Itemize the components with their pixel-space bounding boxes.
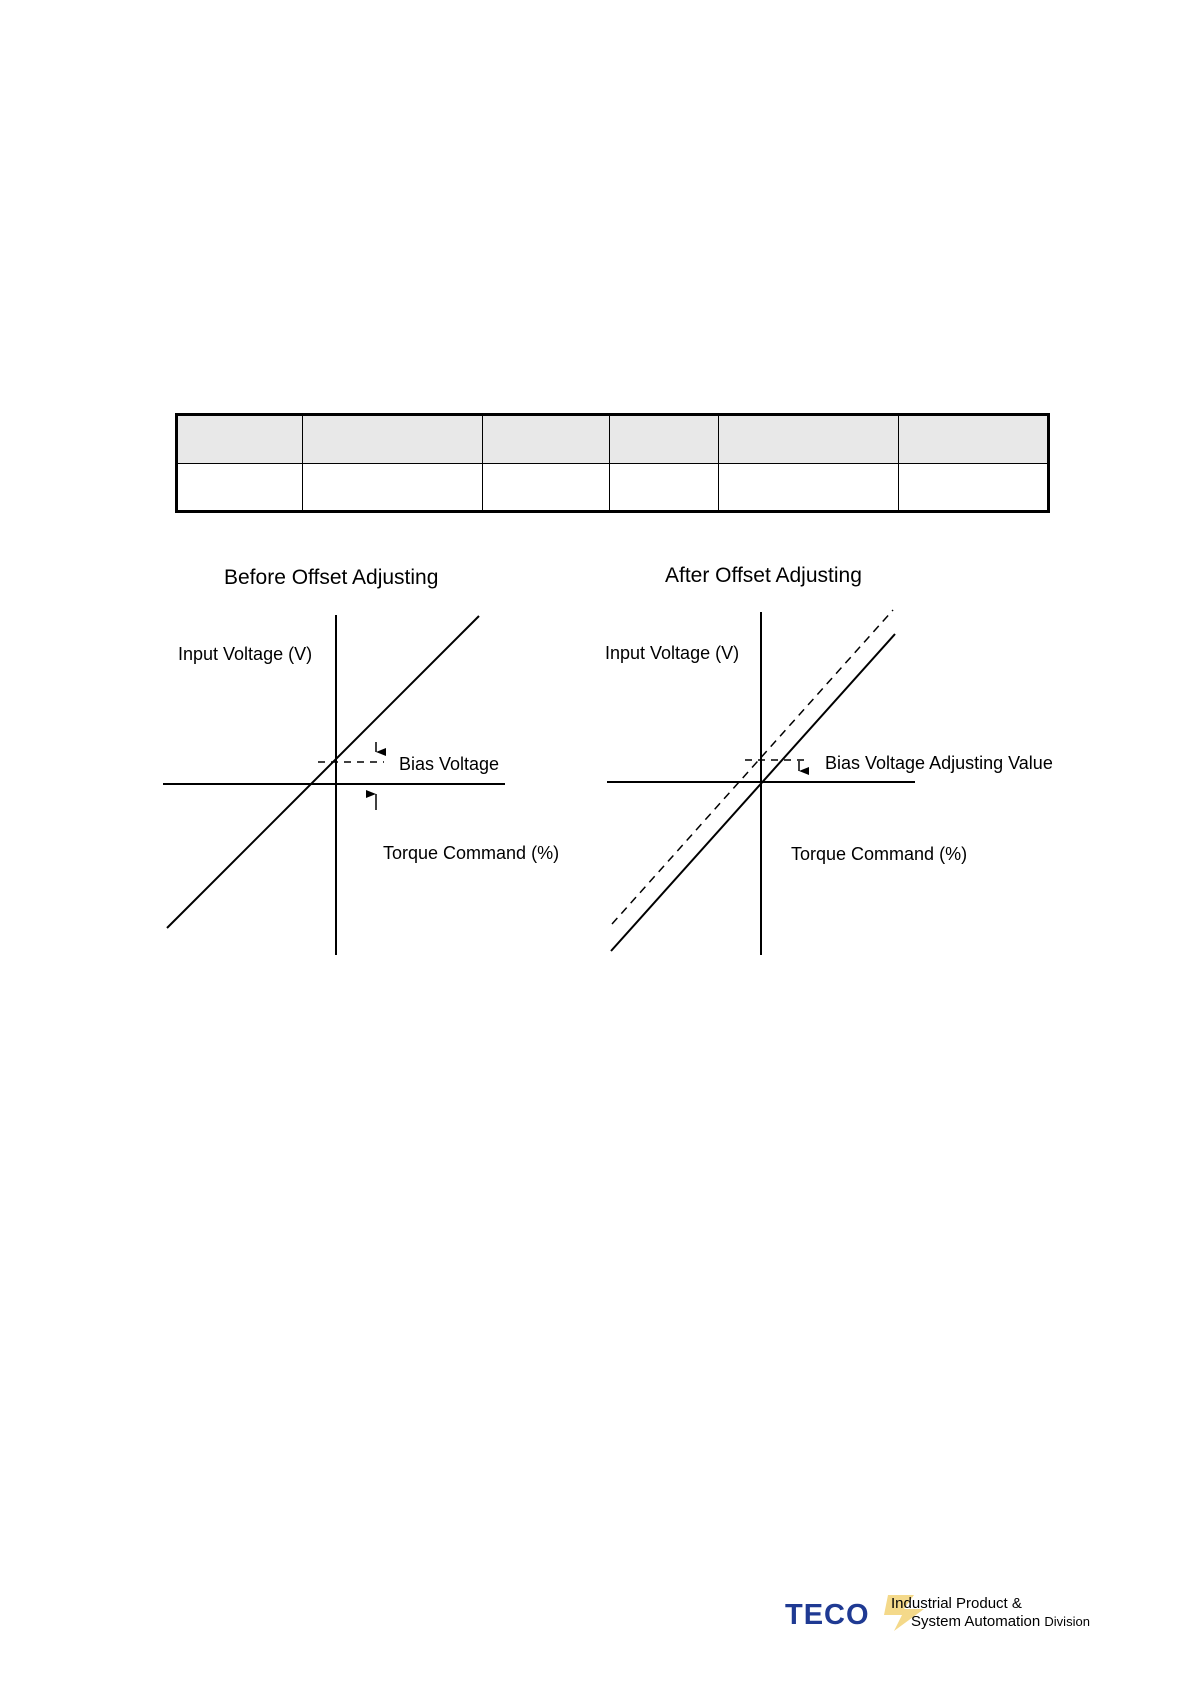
teco-logo: TECO (785, 1599, 870, 1631)
footer-logo (785, 1595, 1105, 1635)
division-name-line2 (911, 1613, 1090, 1630)
before-y-axis-label: Input Voltage (V) (178, 644, 313, 664)
after-title: After Offset Adjusting (665, 564, 862, 587)
division-name-main: System Automation (911, 1613, 1041, 1630)
division-name-line1: Industrial Product & (891, 1595, 1022, 1612)
after-characteristic-line (611, 634, 895, 951)
before-offset-diagram (163, 566, 559, 955)
after-x-axis-label: Torque Command (%) (791, 844, 968, 864)
before-title: Before Offset Adjusting (224, 566, 439, 589)
before-bias-label: Bias Voltage (399, 754, 500, 774)
after-offset-diagram (605, 564, 1053, 955)
before-x-axis-label: Torque Command (%) (383, 843, 560, 863)
after-y-axis-label: Input Voltage (V) (605, 643, 740, 663)
after-bias-label: Bias Voltage Adjusting Value (825, 753, 1053, 773)
division-name-small: Division (1044, 1614, 1090, 1629)
